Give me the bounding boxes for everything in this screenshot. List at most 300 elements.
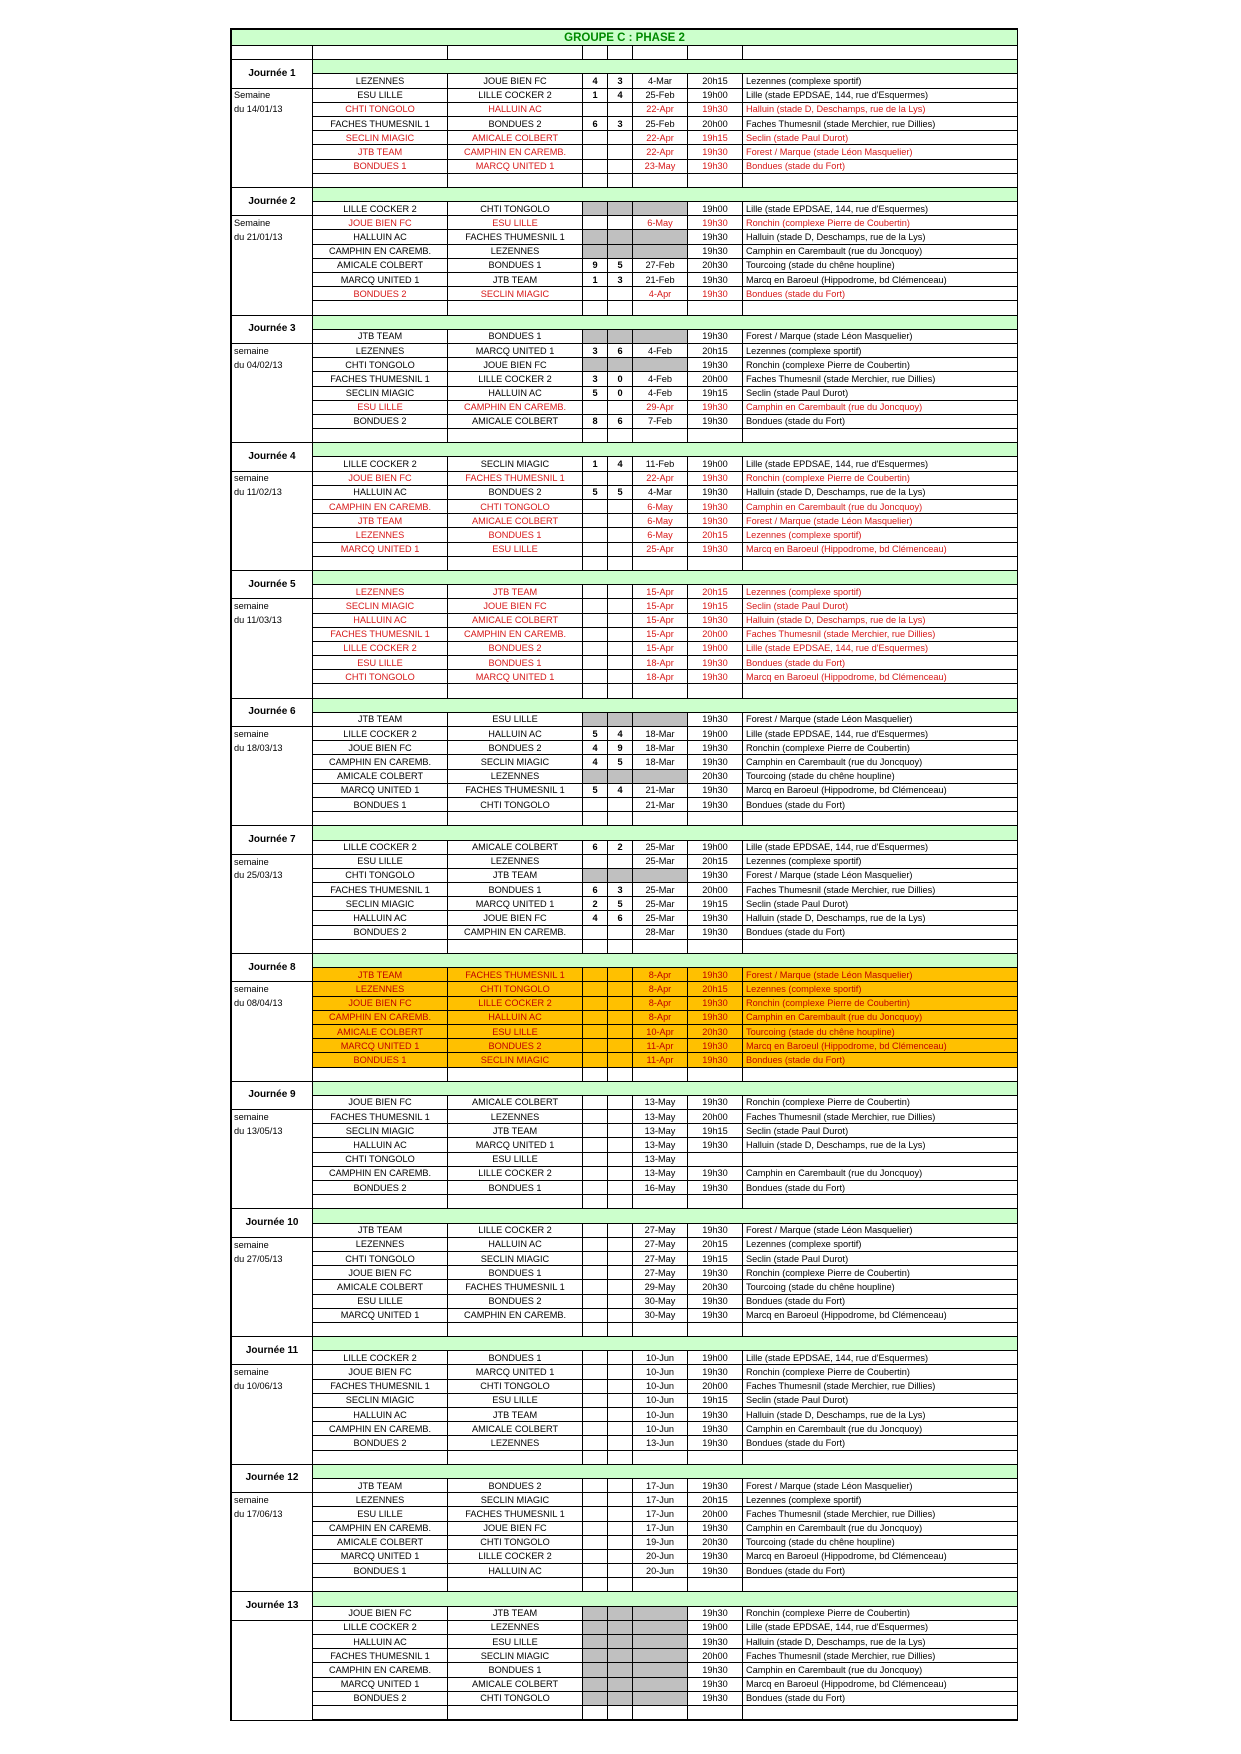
match-venue	[743, 1152, 1018, 1166]
home-score	[583, 1010, 608, 1024]
home-score: 2	[583, 897, 608, 911]
away-team: CAMPHIN EN CAREMB.	[448, 400, 583, 414]
home-team: AMICALE COLBERT	[313, 1280, 448, 1294]
blank-cell	[633, 1067, 688, 1081]
blank-cell	[688, 1578, 743, 1592]
home-score	[583, 1166, 608, 1180]
home-team: CHTI TONGOLO	[313, 358, 448, 372]
away-team: MARCQ UNITED 1	[448, 670, 583, 684]
match-time: 19h15	[688, 897, 743, 911]
home-score	[583, 1024, 608, 1038]
away-score: 3	[608, 273, 633, 287]
label-blank	[232, 911, 313, 925]
home-team: HALLUIN AC	[313, 485, 448, 499]
away-score	[608, 1166, 633, 1180]
match-venue: Bondues (stade du Fort)	[743, 1181, 1018, 1195]
label-blank	[232, 159, 313, 173]
journee-header-row	[232, 570, 1018, 584]
away-score: 5	[608, 755, 633, 769]
match-venue: Faches Thumesnil (stade Merchier, rue Dillies)	[743, 883, 1018, 897]
journee-title: Journée 2	[232, 187, 313, 215]
journee-header-row	[232, 954, 1018, 968]
label-blank	[232, 287, 313, 301]
home-team: LEZENNES	[313, 1493, 448, 1507]
match-venue: Seclin (stade Paul Durot)	[743, 1124, 1018, 1138]
away-score	[608, 1436, 633, 1450]
label-blank	[232, 372, 313, 386]
home-score	[583, 1408, 608, 1422]
home-team: JTB TEAM	[313, 1223, 448, 1237]
match-time: 19h30	[688, 230, 743, 244]
home-team: LILLE COCKER 2	[313, 1351, 448, 1365]
away-score	[608, 868, 633, 882]
away-team: AMICALE COLBERT	[448, 1422, 583, 1436]
match-time: 19h30	[688, 1478, 743, 1492]
match-venue: Halluin (stade D, Deschamps, rue de la Lys)	[743, 485, 1018, 499]
label-blank	[232, 897, 313, 911]
match-date	[633, 329, 688, 343]
away-team: BONDUES 1	[448, 1663, 583, 1677]
match-row	[232, 514, 1018, 528]
away-score: 4	[608, 727, 633, 741]
blank-cell	[583, 939, 608, 953]
home-score	[583, 471, 608, 485]
week-label: semaine	[232, 727, 313, 741]
match-row	[232, 797, 1018, 811]
label-blank	[232, 1691, 313, 1705]
home-team: JOUE BIEN FC	[313, 741, 448, 755]
home-score	[583, 216, 608, 230]
label-blank	[232, 1024, 313, 1038]
match-time: 20h30	[688, 1280, 743, 1294]
away-score: 2	[608, 840, 633, 854]
blank-cell	[232, 1322, 313, 1336]
match-venue: Lille (stade EPDSAE, 144, rue d'Esquermes)	[743, 1620, 1018, 1634]
spacer-row	[232, 1450, 1018, 1464]
home-team: ESU LILLE	[313, 656, 448, 670]
match-date: 10-Jun	[633, 1408, 688, 1422]
match-venue: Bondues (stade du Fort)	[743, 1294, 1018, 1308]
week-label: semaine	[232, 1110, 313, 1124]
match-row	[232, 1635, 1018, 1649]
home-score	[583, 1223, 608, 1237]
blank-cell	[313, 1450, 448, 1464]
blank-cell	[232, 1578, 313, 1592]
match-time: 19h30	[688, 1138, 743, 1152]
match-venue: Lille (stade EPDSAE, 144, rue d'Esquermes)	[743, 727, 1018, 741]
label-blank	[232, 1039, 313, 1053]
home-team: HALLUIN AC	[313, 911, 448, 925]
match-row	[232, 911, 1018, 925]
match-venue: Marcq en Baroeul (Hippodrome, bd Clémenceau)	[743, 670, 1018, 684]
away-team: BONDUES 1	[448, 883, 583, 897]
match-date	[633, 1691, 688, 1705]
journee-header-row	[232, 315, 1018, 329]
match-date	[633, 244, 688, 258]
home-score	[583, 400, 608, 414]
home-score	[583, 1663, 608, 1677]
match-time: 19h00	[688, 727, 743, 741]
label-blank	[232, 414, 313, 428]
match-date: 17-Jun	[633, 1521, 688, 1535]
blank-cell	[313, 429, 448, 443]
home-score: 3	[583, 372, 608, 386]
match-row	[232, 741, 1018, 755]
blank-cell	[633, 1578, 688, 1592]
match-date: 10-Jun	[633, 1351, 688, 1365]
home-team: CAMPHIN EN CAREMB.	[313, 755, 448, 769]
home-score: 1	[583, 88, 608, 102]
away-team: ESU LILLE	[448, 216, 583, 230]
home-team: HALLUIN AC	[313, 1635, 448, 1649]
match-time: 19h30	[688, 670, 743, 684]
label-blank	[232, 670, 313, 684]
match-date: 4-Feb	[633, 386, 688, 400]
match-row	[232, 202, 1018, 216]
match-row	[232, 599, 1018, 613]
match-date: 25-Feb	[633, 88, 688, 102]
match-row	[232, 755, 1018, 769]
home-score	[583, 656, 608, 670]
match-time: 19h30	[688, 1266, 743, 1280]
home-team: ESU LILLE	[313, 1294, 448, 1308]
journee-separator	[313, 1081, 1018, 1095]
match-time: 19h30	[688, 329, 743, 343]
match-row	[232, 670, 1018, 684]
away-team: LEZENNES	[448, 854, 583, 868]
match-venue: Bondues (stade du Fort)	[743, 287, 1018, 301]
home-score	[583, 514, 608, 528]
spacer-row	[232, 556, 1018, 570]
away-score	[608, 1379, 633, 1393]
blank-cell	[608, 556, 633, 570]
match-venue: Forest / Marque (stade Léon Masquelier)	[743, 329, 1018, 343]
away-score: 6	[608, 414, 633, 428]
label-blank	[232, 883, 313, 897]
match-time: 20h30	[688, 1535, 743, 1549]
away-team: JTB TEAM	[448, 1606, 583, 1620]
away-score	[608, 500, 633, 514]
blank-cell	[743, 1067, 1018, 1081]
match-row	[232, 159, 1018, 173]
journee-separator	[313, 1209, 1018, 1223]
home-score	[583, 1379, 608, 1393]
match-time: 19h30	[688, 1053, 743, 1067]
blank-cell	[583, 173, 608, 187]
match-date: 25-Mar	[633, 854, 688, 868]
away-score	[608, 670, 633, 684]
match-date: 22-Apr	[633, 102, 688, 116]
away-team: MARCQ UNITED 1	[448, 343, 583, 357]
home-score	[583, 641, 608, 655]
away-team: JOUE BIEN FC	[448, 358, 583, 372]
match-time: 20h00	[688, 627, 743, 641]
match-date: 13-May	[633, 1095, 688, 1109]
journee-separator	[313, 826, 1018, 840]
blank-cell	[633, 429, 688, 443]
match-date: 4-Apr	[633, 287, 688, 301]
match-time: 19h30	[688, 996, 743, 1010]
home-team: CAMPHIN EN CAREMB.	[313, 1663, 448, 1677]
label-blank	[232, 1564, 313, 1578]
match-date: 10-Jun	[633, 1393, 688, 1407]
away-team: BONDUES 1	[448, 1266, 583, 1280]
match-row	[232, 287, 1018, 301]
blank-cell	[583, 1322, 608, 1336]
home-score	[583, 1478, 608, 1492]
match-time: 20h30	[688, 258, 743, 272]
match-row	[232, 1166, 1018, 1180]
match-row	[232, 400, 1018, 414]
match-time: 20h15	[688, 528, 743, 542]
match-time: 19h15	[688, 599, 743, 613]
home-score	[583, 131, 608, 145]
match-date: 18-Mar	[633, 741, 688, 755]
away-team: FACHES THUMESNIL 1	[448, 783, 583, 797]
label-blank	[232, 131, 313, 145]
match-date: 18-Mar	[633, 755, 688, 769]
away-score	[608, 1053, 633, 1067]
match-venue: Camphin en Carembault (rue du Joncquoy)	[743, 755, 1018, 769]
match-time: 19h30	[688, 1166, 743, 1180]
match-row	[232, 883, 1018, 897]
match-venue: Lille (stade EPDSAE, 144, rue d'Esquermes)	[743, 840, 1018, 854]
journee-header-row	[232, 60, 1018, 74]
match-date: 15-Apr	[633, 627, 688, 641]
match-time: 19h30	[688, 485, 743, 499]
match-row	[232, 1039, 1018, 1053]
home-team: FACHES THUMESNIL 1	[313, 116, 448, 130]
home-score	[583, 1635, 608, 1649]
home-score	[583, 1039, 608, 1053]
blank-cell	[633, 1195, 688, 1209]
match-venue: Forest / Marque (stade Léon Masquelier)	[743, 145, 1018, 159]
match-venue: Bondues (stade du Fort)	[743, 414, 1018, 428]
match-time: 19h30	[688, 741, 743, 755]
match-time: 20h00	[688, 372, 743, 386]
home-score	[583, 854, 608, 868]
blank-cell	[583, 1578, 608, 1592]
match-row	[232, 1606, 1018, 1620]
home-team: MARCQ UNITED 1	[313, 783, 448, 797]
match-date: 23-May	[633, 159, 688, 173]
home-team: BONDUES 2	[313, 1436, 448, 1450]
blank-cell	[448, 1705, 583, 1719]
home-team: CHTI TONGOLO	[313, 102, 448, 116]
label-blank	[232, 1181, 313, 1195]
match-time: 19h30	[688, 868, 743, 882]
week-date-label: du 10/06/13	[232, 1379, 313, 1393]
match-date: 13-Jun	[633, 1436, 688, 1450]
away-team: SECLIN MIAGIC	[448, 1649, 583, 1663]
home-team: ESU LILLE	[313, 854, 448, 868]
match-row	[232, 102, 1018, 116]
match-row	[232, 329, 1018, 343]
match-time: 19h30	[688, 911, 743, 925]
away-team: BONDUES 1	[448, 329, 583, 343]
match-date	[633, 769, 688, 783]
home-score	[583, 1294, 608, 1308]
away-team: JTB TEAM	[448, 868, 583, 882]
match-date: 30-May	[633, 1294, 688, 1308]
match-venue: Ronchin (complexe Pierre de Coubertin)	[743, 1266, 1018, 1280]
home-team: JOUE BIEN FC	[313, 216, 448, 230]
match-row	[232, 1493, 1018, 1507]
match-time: 19h30	[688, 244, 743, 258]
away-score	[608, 854, 633, 868]
label-blank	[232, 1677, 313, 1691]
match-venue: Camphin en Carembault (rue du Joncquoy)	[743, 500, 1018, 514]
match-row	[232, 1308, 1018, 1322]
match-date: 10-Apr	[633, 1024, 688, 1038]
match-date: 15-Apr	[633, 641, 688, 655]
match-time: 19h30	[688, 287, 743, 301]
home-team: BONDUES 2	[313, 414, 448, 428]
home-score	[583, 287, 608, 301]
away-team: CHTI TONGOLO	[448, 500, 583, 514]
match-row	[232, 1365, 1018, 1379]
match-venue: Faches Thumesnil (stade Merchier, rue Dillies)	[743, 116, 1018, 130]
away-team: ESU LILLE	[448, 1152, 583, 1166]
label-blank	[232, 1280, 313, 1294]
match-time: 19h30	[688, 1422, 743, 1436]
match-date: 13-May	[633, 1124, 688, 1138]
away-team: MARCQ UNITED 1	[448, 1138, 583, 1152]
match-venue: Tourcoing (stade du chêne houpline)	[743, 769, 1018, 783]
home-score	[583, 599, 608, 613]
match-date	[633, 1606, 688, 1620]
match-time: 19h15	[688, 131, 743, 145]
home-score: 1	[583, 273, 608, 287]
match-venue: Forest / Marque (stade Léon Masquelier)	[743, 1478, 1018, 1492]
week-date-label: du 11/02/13	[232, 485, 313, 499]
match-venue: Halluin (stade D, Deschamps, rue de la Lys)	[743, 613, 1018, 627]
home-team: LEZENNES	[313, 585, 448, 599]
home-team: SECLIN MIAGIC	[313, 386, 448, 400]
blank-cell	[743, 684, 1018, 698]
match-date: 10-Jun	[633, 1365, 688, 1379]
match-row	[232, 1010, 1018, 1024]
label-blank	[232, 627, 313, 641]
away-score	[608, 1691, 633, 1705]
match-venue: Ronchin (complexe Pierre de Coubertin)	[743, 996, 1018, 1010]
blank-cell	[608, 939, 633, 953]
match-venue: Seclin (stade Paul Durot)	[743, 599, 1018, 613]
match-time: 19h00	[688, 457, 743, 471]
match-venue: Tourcoing (stade du chêne houpline)	[743, 1280, 1018, 1294]
away-score	[608, 542, 633, 556]
away-score	[608, 925, 633, 939]
journee-header-row	[232, 187, 1018, 201]
match-venue: Ronchin (complexe Pierre de Coubertin)	[743, 741, 1018, 755]
match-row	[232, 1024, 1018, 1038]
week-label: semaine	[232, 1493, 313, 1507]
away-team: LILLE COCKER 2	[448, 996, 583, 1010]
week-label: Semaine	[232, 88, 313, 102]
home-team: MARCQ UNITED 1	[313, 1677, 448, 1691]
week-label: semaine	[232, 343, 313, 357]
match-row	[232, 1124, 1018, 1138]
away-team: LILLE COCKER 2	[448, 1223, 583, 1237]
away-team: SECLIN MIAGIC	[448, 1493, 583, 1507]
away-team: BONDUES 2	[448, 741, 583, 755]
match-venue: Lille (stade EPDSAE, 144, rue d'Esquermes)	[743, 457, 1018, 471]
week-label: semaine	[232, 854, 313, 868]
match-row	[232, 982, 1018, 996]
journee-title: Journée 7	[232, 826, 313, 854]
blank-cell	[448, 1578, 583, 1592]
away-team: AMICALE COLBERT	[448, 613, 583, 627]
journee-title: Journée 1	[232, 60, 313, 88]
label-blank	[232, 500, 313, 514]
spacer-row	[232, 173, 1018, 187]
match-row	[232, 145, 1018, 159]
blank-cell	[608, 46, 633, 60]
home-score	[583, 1280, 608, 1294]
match-venue: Faches Thumesnil (stade Merchier, rue Dillies)	[743, 372, 1018, 386]
match-row	[232, 1294, 1018, 1308]
match-venue: Faches Thumesnil (stade Merchier, rue Dillies)	[743, 1379, 1018, 1393]
match-date	[633, 868, 688, 882]
match-time: 20h00	[688, 116, 743, 130]
home-team: LEZENNES	[313, 982, 448, 996]
week-date-label	[232, 1635, 313, 1649]
match-row	[232, 1393, 1018, 1407]
match-date: 4-Mar	[633, 74, 688, 88]
match-date: 29-Apr	[633, 400, 688, 414]
away-team: ESU LILLE	[448, 1024, 583, 1038]
match-time: 19h30	[688, 1606, 743, 1620]
blank-cell	[608, 1450, 633, 1464]
home-score	[583, 1152, 608, 1166]
home-team: JTB TEAM	[313, 1478, 448, 1492]
blank-cell	[313, 301, 448, 315]
label-blank	[232, 386, 313, 400]
match-venue: Ronchin (complexe Pierre de Coubertin)	[743, 358, 1018, 372]
label-blank	[232, 514, 313, 528]
journee-title: Journée 8	[232, 954, 313, 982]
away-score: 5	[608, 485, 633, 499]
home-score	[583, 1110, 608, 1124]
match-row	[232, 414, 1018, 428]
match-date: 27-May	[633, 1251, 688, 1265]
match-row	[232, 1521, 1018, 1535]
blank-cell	[743, 301, 1018, 315]
week-label: semaine	[232, 1365, 313, 1379]
match-venue: Faches Thumesnil (stade Merchier, rue Dillies)	[743, 1110, 1018, 1124]
home-team: SECLIN MIAGIC	[313, 131, 448, 145]
match-row	[232, 1351, 1018, 1365]
match-time: 19h00	[688, 1620, 743, 1634]
away-team: CAMPHIN EN CAREMB.	[448, 627, 583, 641]
match-row	[232, 1620, 1018, 1634]
home-score: 3	[583, 343, 608, 357]
away-score	[608, 1110, 633, 1124]
away-score	[608, 131, 633, 145]
blank-cell	[583, 812, 608, 826]
away-score	[608, 1535, 633, 1549]
away-score	[608, 145, 633, 159]
home-team: JTB TEAM	[313, 329, 448, 343]
home-team: BONDUES 2	[313, 287, 448, 301]
away-team: JTB TEAM	[448, 585, 583, 599]
home-team: FACHES THUMESNIL 1	[313, 883, 448, 897]
away-team: FACHES THUMESNIL 1	[448, 1280, 583, 1294]
home-score	[583, 1691, 608, 1705]
journee-separator	[313, 187, 1018, 201]
match-time	[688, 1152, 743, 1166]
match-time: 19h30	[688, 1408, 743, 1422]
